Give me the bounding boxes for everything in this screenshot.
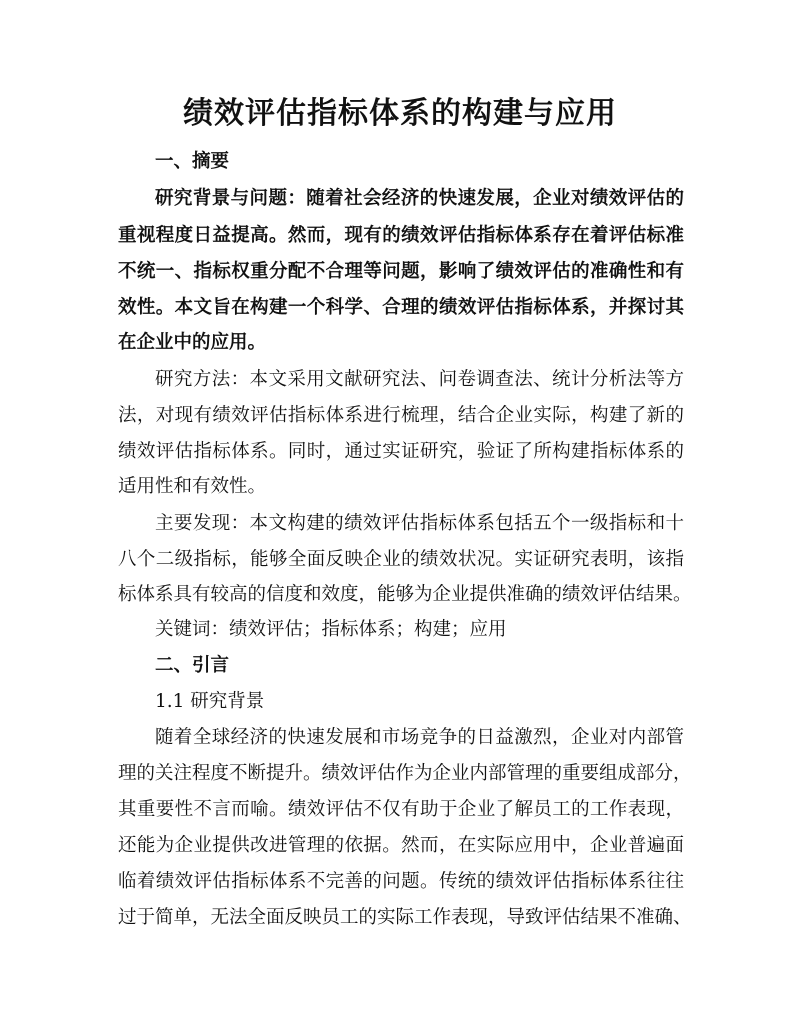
background-line-5: 在企业中的应用。 <box>118 332 267 353</box>
methods-line-1: 研究方法：本文采用文献研究法、问卷调查法、统计分析法等方 <box>155 369 684 390</box>
intro-line-6: 过于简单，无法全面反映员工的实际工作表现，导致评估结果不准确、 <box>118 907 692 928</box>
background-line-3: 不统一、指标权重分配不合理等问题，影响了绩效评估的准确性和有 <box>118 261 684 282</box>
abstract-heading: 一、摘要 <box>155 151 230 172</box>
methods-line-3: 绩效评估指标体系。同时，通过实证研究，验证了所构建指标体系的 <box>118 441 684 462</box>
intro-line-1: 随着全球经济的快速发展和市场竞争的日益激烈，企业对内部管 <box>155 727 684 748</box>
methods-line-4: 适用性和有效性。 <box>118 476 267 497</box>
background-line-4: 效性。本文旨在构建一个科学、合理的绩效评估指标体系，并探讨其 <box>118 297 684 318</box>
intro-line-5: 临着绩效评估指标体系不完善的问题。传统的绩效评估指标体系往往 <box>118 871 684 892</box>
findings-line-1: 主要发现：本文构建的绩效评估指标体系包括五个一级指标和十 <box>155 513 684 534</box>
intro-line-4: 还能为企业提供改进管理的依据。然而，在实际应用中，企业普遍面 <box>118 835 684 856</box>
keywords: 关键词：绩效评估；指标体系；构建；应用 <box>155 619 507 640</box>
background-line-1: 研究背景与问题：随着社会经济的快速发展，企业对绩效评估的 <box>155 188 684 209</box>
methods-line-2: 法，对现有绩效评估指标体系进行梳理，结合企业实际，构建了新的 <box>118 405 684 426</box>
intro-line-2: 理的关注程度不断提升。绩效评估作为企业内部管理的重要组成部分， <box>118 763 692 784</box>
intro-heading: 二、引言 <box>155 655 230 676</box>
document-title: 绩效评估指标体系的构建与应用 <box>183 96 617 131</box>
background-line-2: 重视程度日益提高。然而，现有的绩效评估指标体系存在着评估标准 <box>118 225 684 246</box>
section-1-1-heading: 1.1 研究背景 <box>155 691 265 712</box>
findings-line-3: 标体系具有较高的信度和效度，能够为企业提供准确的绩效评估结果。 <box>118 584 692 605</box>
findings-line-2: 八个二级指标，能够全面反映企业的绩效状况。实证研究表明，该指 <box>118 549 684 570</box>
intro-line-3: 其重要性不言而喻。绩效评估不仅有助于企业了解员工的工作表现， <box>118 799 684 820</box>
